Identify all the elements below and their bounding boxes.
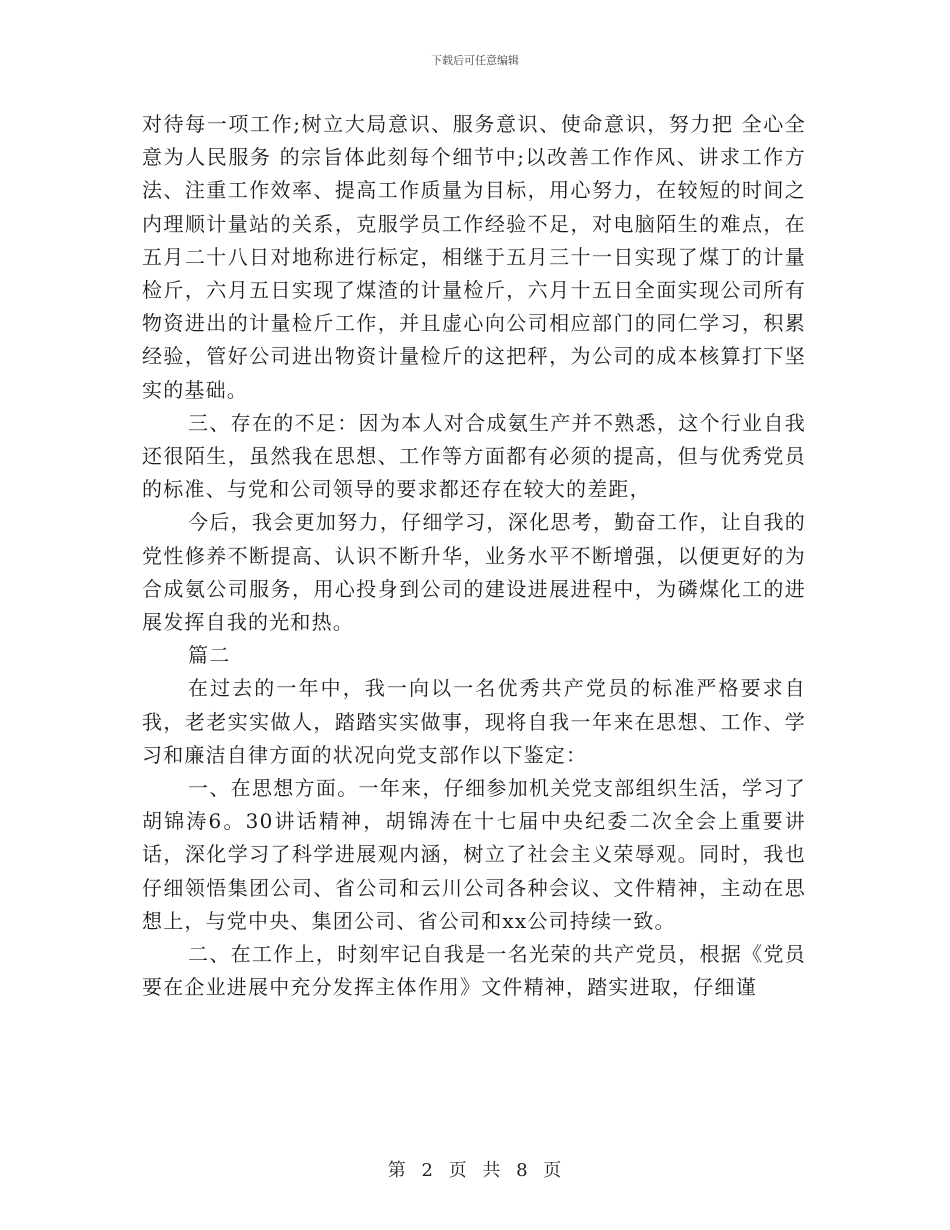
page-header: 下载后可任意编辑 [431,54,519,67]
paragraph: 今后，我会更加努力，仔细学习，深化思考，勤奋工作，让自我的党性修养不断提高、认识不断升华，业务水平不断增强，以便更好的为合成氨公司服务，用心投身到公司的建设进展进程中，为磷煤化工的进展发挥自我的光和热。 [142,510,806,635]
page-number: 第 2 页 共 8 页 [387,1160,563,1181]
paragraph: 对待每一项工作;树立大局意识、服务意识、使命意识，努力把 全心全意为人民服务 的宗旨体此刻每个细节中;以改善工作作风、讲求工作方法、注重工作效率、提高工作质量为目标，用心努力，在较短的时间之内理顺计量站的关系，克服学员工作经验不足，对电脑陌生的难点，在五月二十八日对地称进行标定，相继于五月三十一日实现了煤丁的计量检斤，六月五日实现了煤渣的计量检斤，六月十五日全面实现公司所有物资进出的计量检斤工作，并且虚心向公司相应部门的同仁学习，积累经验，管好公司进出物资计量检斤的这把秤，为公司的成本核算打下坚实的基础。 [142,112,806,402]
paragraph: 二、在工作上，时刻牢记自我是一名光荣的共产党员，根据《党员要在企业进展中充分发挥主体作用》文件精神，踏实进取，仔细谨 [142,942,806,1000]
paragraph: 在过去的一年中，我一向以一名优秀共产党员的标准严格要求自我，老老实实做人，踏踏实实做事，现将自我一年来在思想、工作、学习和廉洁自律方面的状况向党支部作以下鉴定： [142,676,806,767]
section-heading: 篇二 [188,643,231,668]
document-body [142,108,806,1004]
paragraph: 三、存在的不足：因为本人对合成氨生产并不熟悉，这个行业自我还很陌生，虽然我在思想、工作等方面都有必须的提高，但与优秀党员的标准、与党和公司领导的要求都还存在较大的差距， [142,410,806,502]
paragraph: 一、在思想方面。一年来，仔细参加机关党支部组织生活，学习了胡锦涛6。30讲话精神，胡锦涛在十七届中央纪委二次全会上重要讲话，深化学习了科学进展观内涵，树立了社会主义荣辱观。同时，我也仔细领悟集团公司、省公司和云川公司各种会议、文件精神，主动在思想上，与党中央、集团公司、省公司和xx公司持续一致。 [142,776,806,933]
